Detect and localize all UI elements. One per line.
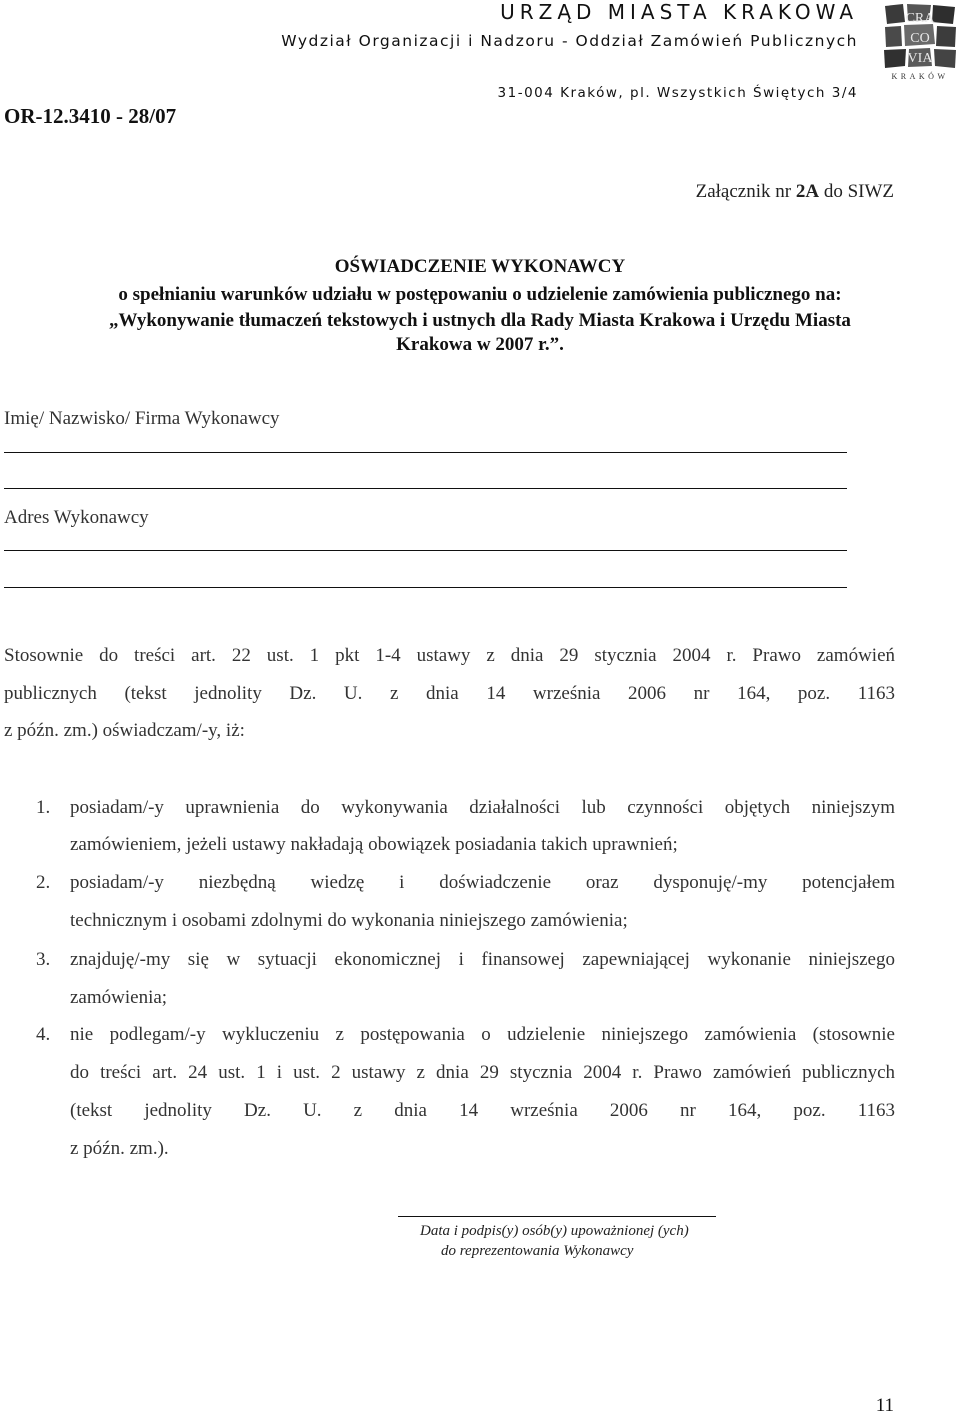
item-number: 1. [36,797,51,818]
item-number: 2. [36,872,51,893]
item-4-line-1: nie podlegam/-y wykluczeniu z postępowania o udzielenie niniejszego zamówienia (stosownie [70,1024,895,1045]
contractor-name-line-2 [4,488,847,489]
intro-line-2: publicznych (tekst jednolity Dz. U. z dnia 14 września 2006 nr 164, poz. 1163 [4,683,895,704]
item-3-line-2: zamówienia; [70,987,168,1008]
title-line-3: Krakowa w 2007 r.”. [396,334,564,355]
item-1-line-1: posiadam/-y uprawnienia do wykonywania działalności lub czynności objętych niniejszym [70,797,895,818]
item-2-line-2: technicznym i osobami zdolnymi do wykonania niniejszego zamówienia; [70,910,628,931]
signature-caption-2: do reprezentowania Wykonawcy [441,1243,634,1259]
department-name: Wydział Organizacji i Nadzoru - Oddział Zamówień Publicznych [281,32,858,50]
item-4-line-4: z późn. zm.). [70,1138,169,1159]
title-line-2: „Wykonywanie tłumaczeń tekstowych i ustnych dla Rady Miasta Krakowa i Urzędu Miasta [109,310,851,331]
logo-caption: KRAKÓW [891,72,949,81]
item-4-line-3: (tekst jednolity Dz. U. z dnia 14 września 2006 nr 164, poz. 1163 [70,1100,895,1121]
document-title: OŚWIADCZENIE WYKONAWCY [334,256,626,277]
contractor-address-line-1 [4,550,847,551]
contractor-address-line-2 [4,587,847,588]
office-address: 31-004 Kraków, pl. Wszystkich Świętych 3/4 [497,85,858,101]
logo-text-mid: CO [910,31,930,46]
title-line-1: o spełnianiu warunków udziału w postępowaniu o udzielenie zamówienia publicznego na: [118,284,842,305]
reference-number: OR-12.3410 - 28/07 [4,104,177,128]
item-number: 3. [36,949,51,970]
item-1-line-2: zamówieniem, jeżeli ustawy nakładają obowiązek posiadania takich uprawnień; [70,834,678,855]
annex-suffix: do SIWZ [819,181,894,202]
contractor-address-label: Adres Wykonawcy [4,507,149,528]
item-2-line-1: posiadam/-y niezbędną wiedzę i doświadczenie oraz dysponuję/-my potencjałem [70,872,895,893]
logo-text-top: CRA [905,11,935,26]
page-number: 11 [875,1395,894,1416]
cracovia-logo [881,2,959,82]
office-name: URZĄD MIASTA KRAKOWA [500,0,858,24]
intro-line-3: z późn. zm.) oświadczam/-y, iż: [4,720,245,741]
item-number: 4. [36,1024,51,1045]
item-3-line-1: znajduję/-my się w sytuacji ekonomicznej i finansowej zapewniającej wykonanie niniejszego [70,949,895,970]
signature-line [398,1216,716,1217]
annex-prefix: Załącznik nr [695,181,796,202]
signature-caption-1: Data i podpis(y) osób(y) upoważnionej (ych) [420,1223,689,1239]
logo-text-bot: VIA [907,51,933,66]
annex-label [696,181,894,203]
contractor-name-line-1 [4,452,847,453]
contractor-name-label: Imię/ Nazwisko/ Firma Wykonawcy [4,408,280,429]
intro-line-1: Stosownie do treści art. 22 ust. 1 pkt 1-4 ustawy z dnia 29 stycznia 2004 r. Prawo zamówień [4,645,895,666]
item-4-line-2: do treści art. 24 ust. 1 i ust. 2 ustawy z dnia 29 stycznia 2004 r. Prawo zamówień publicznych [70,1062,895,1083]
annex-number: 2A [795,181,820,202]
